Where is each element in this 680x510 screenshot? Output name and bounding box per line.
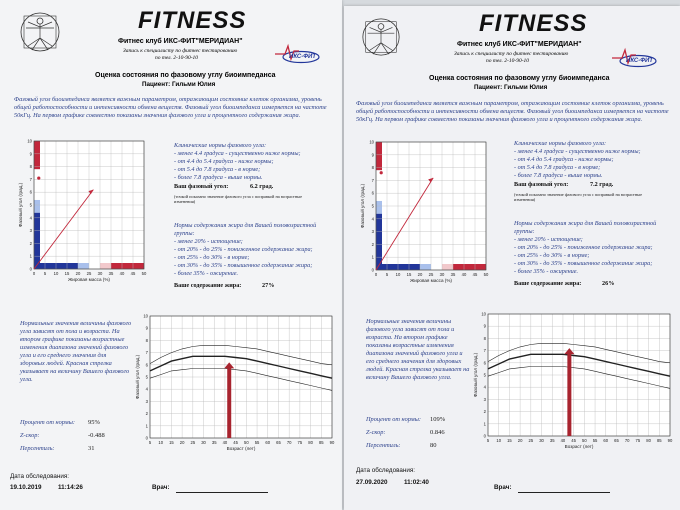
x-tick-label: 50 [141,271,147,276]
exam-time-value: 11:14:26 [58,484,83,491]
y-tick-label: 8 [29,164,32,170]
report-title: Оценка состояния по фазовому углу биоимпеданса [95,72,276,79]
x-tick-label: 65 [276,440,281,445]
fat-norm-item: - от 20% - до 25% - пониженное содержание жира; [174,246,313,253]
x-tick-label: 45 [233,440,238,445]
age-corrected-dot [380,171,383,174]
x-tick-label: 35 [450,272,456,277]
age-norms-text: Нормальные значения величины фазового угла зависят от пола и возраста. На втором графике показаны возрастные изменения диапазона значений фазового угла и его среднего значения для здоровых людей. Красная стрелка указывает на величину Вашего фазового угла. [20,320,132,383]
phase-note: (точкой показано значение фазового угла с поправкой на возрастные изменения) [514,192,643,202]
y-tick-label: 0 [483,433,486,439]
y-tick-label: 3 [145,398,148,404]
x-tick-label: 25 [190,440,196,445]
phase-band [34,213,40,269]
club-name: Фитнес клуб ИКС-ФИТ"МЕРИДИАН" [118,38,243,45]
brand-title: FITNESS [138,7,247,34]
logo-text: ИКС-ФИТ [289,54,316,60]
fat-norm-item: - от 25% - до 30% - в норме; [174,254,250,261]
x-tick-label: 65 [614,438,619,443]
y-tick-label: 10 [369,139,374,145]
percentile-value: 80 [430,442,437,449]
x-tick-label: 30 [201,440,206,445]
y-tick-label: 8 [145,337,148,343]
x-tick-label: 5 [486,438,490,443]
phase-band [376,201,382,214]
phase-norm-item: - более 7.8 градуса - выше нормы. [514,172,603,179]
fat-norms-heading: Нормы содержания жира для Вашей половозрастной группы: [514,220,657,235]
fat-content-label: Ваше содержание жира: [514,280,582,287]
exam-date-value: 27.09.2020 [356,479,388,486]
x-tick-label: 15 [169,440,174,445]
y-tick-label: 9 [371,152,374,158]
y-tick-label: 0 [29,266,32,272]
fat-norm-item: - более 35% - ожирение. [174,270,239,277]
x-tick-label: 35 [108,271,114,276]
x-tick-label: 30 [97,271,103,276]
x-axis-title: Возраст (лет) [564,444,594,449]
percent-of-norm-value: 95% [88,419,100,426]
x-tick-label: 0 [32,271,36,276]
percent-of-norm-label: Процент от нормы: [366,416,421,423]
fat-norms-heading: Нормы содержания жира для Вашей половозрастной группы: [174,222,317,237]
x-tick-label: 50 [483,272,489,277]
age-phase-chart [130,312,338,452]
fat-band [78,263,89,269]
phase-angle-label: Ваш фазовый угол: [514,181,569,188]
fat-band [453,264,486,270]
y-tick-label: 5 [483,372,486,378]
x-tick-label: 60 [603,438,609,443]
y-tick-label: 9 [483,323,486,329]
x-tick-label: 10 [158,440,164,445]
y-tick-label: 3 [483,396,486,402]
y-axis-title: Фазовый угол (град.) [18,182,23,228]
phase-angle-value: 7.2 град. [590,181,614,188]
fat-content-value: 26% [602,280,615,287]
x-tick-label: 30 [539,438,544,443]
age-corrected-dot [37,177,40,180]
x-tick-label: 40 [222,440,228,445]
heartbeat-logo-icon [275,42,321,64]
club-name: Фитнес клуб ИКС-ФИТ"МЕРИДИАН" [457,41,582,48]
patient-name: Пациент: Гильми Юлия [142,81,216,88]
y-tick-label: 6 [483,360,486,366]
x-tick-label: 85 [656,438,662,443]
x-tick-label: 10 [395,272,401,277]
y-axis-title: Фазовый угол (град.) [473,352,478,398]
x-tick-label: 45 [472,272,478,277]
y-axis-title: Фазовый угол (град.) [135,354,140,400]
y-tick-label: 5 [29,202,32,208]
x-tick-label: 50 [582,438,587,443]
doctor-label: Врач: [152,484,170,491]
phase-norm-item: - от 4.4 до 5.4 градуса - ниже нормы; [174,158,274,165]
patient-name: Пациент: Гильми Юлия [474,84,548,91]
x-tick-label: 45 [130,271,136,276]
report-sheet [344,6,680,510]
x-tick-label: 10 [53,271,59,276]
phase-band [376,142,382,170]
y-tick-label: 1 [371,254,374,260]
x-tick-label: 5 [385,272,389,277]
x-tick-label: 15 [406,272,412,277]
phase-fat-chart [8,135,154,291]
subtitle-line-1: Запись к специалисту по фитнес тестированию [454,51,569,57]
y-tick-label: 1 [29,253,32,259]
y-tick-label: 4 [483,384,486,390]
y-tick-label: 4 [29,215,32,221]
fat-norm-item: - менее 20% - истощение; [174,238,243,245]
logo-text: ИКС-ФИТ [626,58,653,64]
y-tick-label: 7 [483,348,486,354]
y-tick-label: 9 [29,151,32,157]
phase-angle-label: Ваш фазовый угол: [174,183,229,190]
x-tick-label: 35 [211,440,217,445]
fat-band [89,263,100,269]
x-tick-label: 20 [75,271,81,276]
subtitle-line-2: по тел. 2-10-90-10 [155,55,199,61]
x-tick-label: 40 [461,272,467,277]
x-tick-label: 20 [179,440,185,445]
x-tick-label: 75 [297,440,303,445]
phase-fat-chart [350,136,496,292]
x-tick-label: 55 [254,440,260,445]
z-score-value: 0.846 [430,429,445,436]
y-tick-label: 10 [27,138,32,144]
vitruvian-man-icon [18,10,62,54]
phase-norm-item: - менее 4.4 градуса - существенно ниже нормы; [174,150,301,157]
phase-arrow-shaft [227,367,231,438]
heartbeat-logo-icon [612,46,658,68]
fat-norm-item: - от 25% - до 30% - в норме; [514,252,590,259]
fat-band [100,263,111,269]
y-tick-label: 2 [371,241,374,247]
signature-line [518,492,610,493]
x-tick-label: 5 [43,271,47,276]
y-tick-label: 0 [371,267,374,273]
phase-note: (точкой показано значение фазового угла с поправкой на возрастные изменения) [174,194,303,204]
y-tick-label: 2 [483,409,486,415]
phase-band [34,200,40,213]
percent-of-norm-label: Процент от нормы: [20,419,75,426]
x-tick-label: 40 [560,438,566,443]
x-tick-label: 70 [624,438,630,443]
signature-line [176,492,268,493]
y-tick-label: 7 [29,176,32,182]
y-tick-label: 10 [481,311,486,317]
phase-band [34,169,40,200]
fat-band [431,264,442,270]
x-tick-label: 50 [244,440,249,445]
z-score-label: Z-скор: [20,432,40,439]
x-tick-label: 90 [667,438,673,443]
club-logo [612,46,658,68]
y-tick-label: 7 [145,350,148,356]
subtitle-line-1: Запись к специалисту по фитнес тестированию [123,48,238,54]
x-tick-label: 25 [428,272,434,277]
fat-content-label: Ваше содержание жира: [174,282,242,289]
intro-paragraph: Фазовый угол биоимпеданса является важным параметром, отражающим состояние клеток организма, уровень общей работоспособности и интенсивности обмена веществ. Фазовый угол биоимпеданса измеряется на частоте 50кГц. На первом графике совместно показаны значения фазового угла и процентного содержания жира. [14,96,327,120]
y-tick-label: 9 [145,325,148,331]
fat-band [442,264,453,270]
x-axis-title: Жировая масса (%) [410,278,452,283]
fat-norm-item: - от 30% - до 35% - повышенное содержание жира; [514,260,653,267]
report-title: Оценка состояния по фазовому углу биоимпеданса [429,75,610,82]
phase-norm-item: - менее 4.4 градуса - существенно ниже нормы; [514,148,641,155]
y-tick-label: 7 [371,177,374,183]
x-tick-label: 70 [286,440,292,445]
x-tick-label: 35 [549,438,555,443]
x-tick-label: 0 [374,272,378,277]
percentile-value: 31 [88,445,95,452]
exam-date-label: Дата обследования: [356,467,416,474]
x-tick-label: 80 [646,438,651,443]
x-tick-label: 15 [507,438,512,443]
z-score-value: -0.488 [88,432,105,439]
y-tick-label: 3 [29,228,32,234]
phase-band [376,170,382,201]
age-norms-text: Нормальные значения величины фазового угла зависят от пола и возраста. На втором графике показаны возрастные изменения диапазона значений фазового угла и его среднего значения для здоровых людей. Красная стрелка указывает на величину Вашего фазового угла. [366,318,470,381]
x-tick-label: 80 [308,440,313,445]
exam-date-label: Дата обследования: [10,473,70,480]
y-tick-label: 6 [371,190,374,196]
y-tick-label: 4 [145,386,148,392]
y-tick-label: 1 [145,423,148,429]
y-tick-label: 2 [29,240,32,246]
percentile-label: Персентиль: [20,445,55,452]
doctor-label: Врач: [494,484,512,491]
exam-time-value: 11:02:40 [404,479,429,486]
fat-norm-item: - более 35% - ожирение. [514,268,579,275]
phase-norms-heading: Клинические нормы фазового угла: [174,142,267,149]
y-tick-label: 8 [371,165,374,171]
x-tick-label: 75 [635,438,641,443]
y-tick-label: 8 [483,335,486,341]
y-tick-label: 1 [483,421,486,427]
x-tick-label: 55 [592,438,598,443]
fat-norm-item: - от 20% - до 25% - пониженное содержание жира; [514,244,653,251]
x-tick-label: 15 [64,271,70,276]
x-tick-label: 10 [496,438,502,443]
phase-norm-item: - от 5.4 до 7.8 градуса - в норме; [174,166,261,173]
x-tick-label: 85 [318,440,324,445]
percentile-label: Персентиль: [366,442,401,449]
y-tick-label: 2 [145,411,148,417]
x-tick-label: 40 [119,271,125,276]
x-tick-label: 45 [571,438,576,443]
phase-angle-value: 6.2 град. [250,183,274,190]
x-tick-label: 90 [329,440,335,445]
brand-title: FITNESS [479,10,588,37]
phase-arrow-shaft [567,353,571,436]
age-phase-chart [468,310,676,450]
z-score-label: Z-скор: [366,429,386,436]
x-axis-title: Жировая масса (%) [68,277,110,282]
y-tick-label: 3 [371,229,374,235]
phase-norms-heading: Клинические нормы фазового угла: [514,140,607,147]
fat-content-value: 27% [262,282,275,289]
vitruvian-man-icon [360,16,402,58]
y-tick-label: 10 [143,313,148,319]
phase-norm-item: - более 7.8 градуса - выше нормы. [174,174,263,181]
fat-norm-item: - менее 20% - истощение; [514,236,583,243]
fat-norm-item: - от 30% - до 35% - повышенное содержание жира; [174,262,313,269]
subtitle-line-2: по тел. 2-10-90-10 [486,58,530,64]
y-tick-label: 6 [145,362,148,368]
y-tick-label: 0 [145,435,148,441]
phase-band [34,141,40,169]
percent-of-norm-value: 109% [430,416,446,423]
fat-band [420,264,431,270]
x-tick-label: 60 [265,440,271,445]
x-tick-label: 5 [148,440,152,445]
x-tick-label: 25 [86,271,92,276]
phase-norm-item: - от 5.4 до 7.8 градуса - в норме; [514,164,601,171]
y-tick-label: 4 [371,216,374,222]
fat-band [111,263,144,269]
y-tick-label: 5 [371,203,374,209]
club-logo [275,42,321,64]
phase-norm-item: - от 4.4 до 5.4 градуса - ниже нормы; [514,156,614,163]
y-tick-label: 6 [29,189,32,195]
intro-paragraph: Фазовый угол биоимпеданса является важным параметром, отражающим состояние клеток организма, уровень общей работоспособности и интенсивности обмена веществ. Фазовый угол биоимпеданса измеряется на частоте 50кГц. На первом графике совместно показаны значения фазового угла и процентного содержания жира. [356,100,669,124]
y-axis-title: Фазовый угол (град.) [360,183,365,229]
y-tick-label: 5 [145,374,148,380]
x-tick-label: 30 [439,272,445,277]
exam-date-value: 19.10.2019 [10,484,42,491]
x-tick-label: 25 [528,438,534,443]
x-tick-label: 20 [417,272,423,277]
x-tick-label: 20 [517,438,523,443]
x-axis-title: Возраст (лет) [226,446,256,451]
